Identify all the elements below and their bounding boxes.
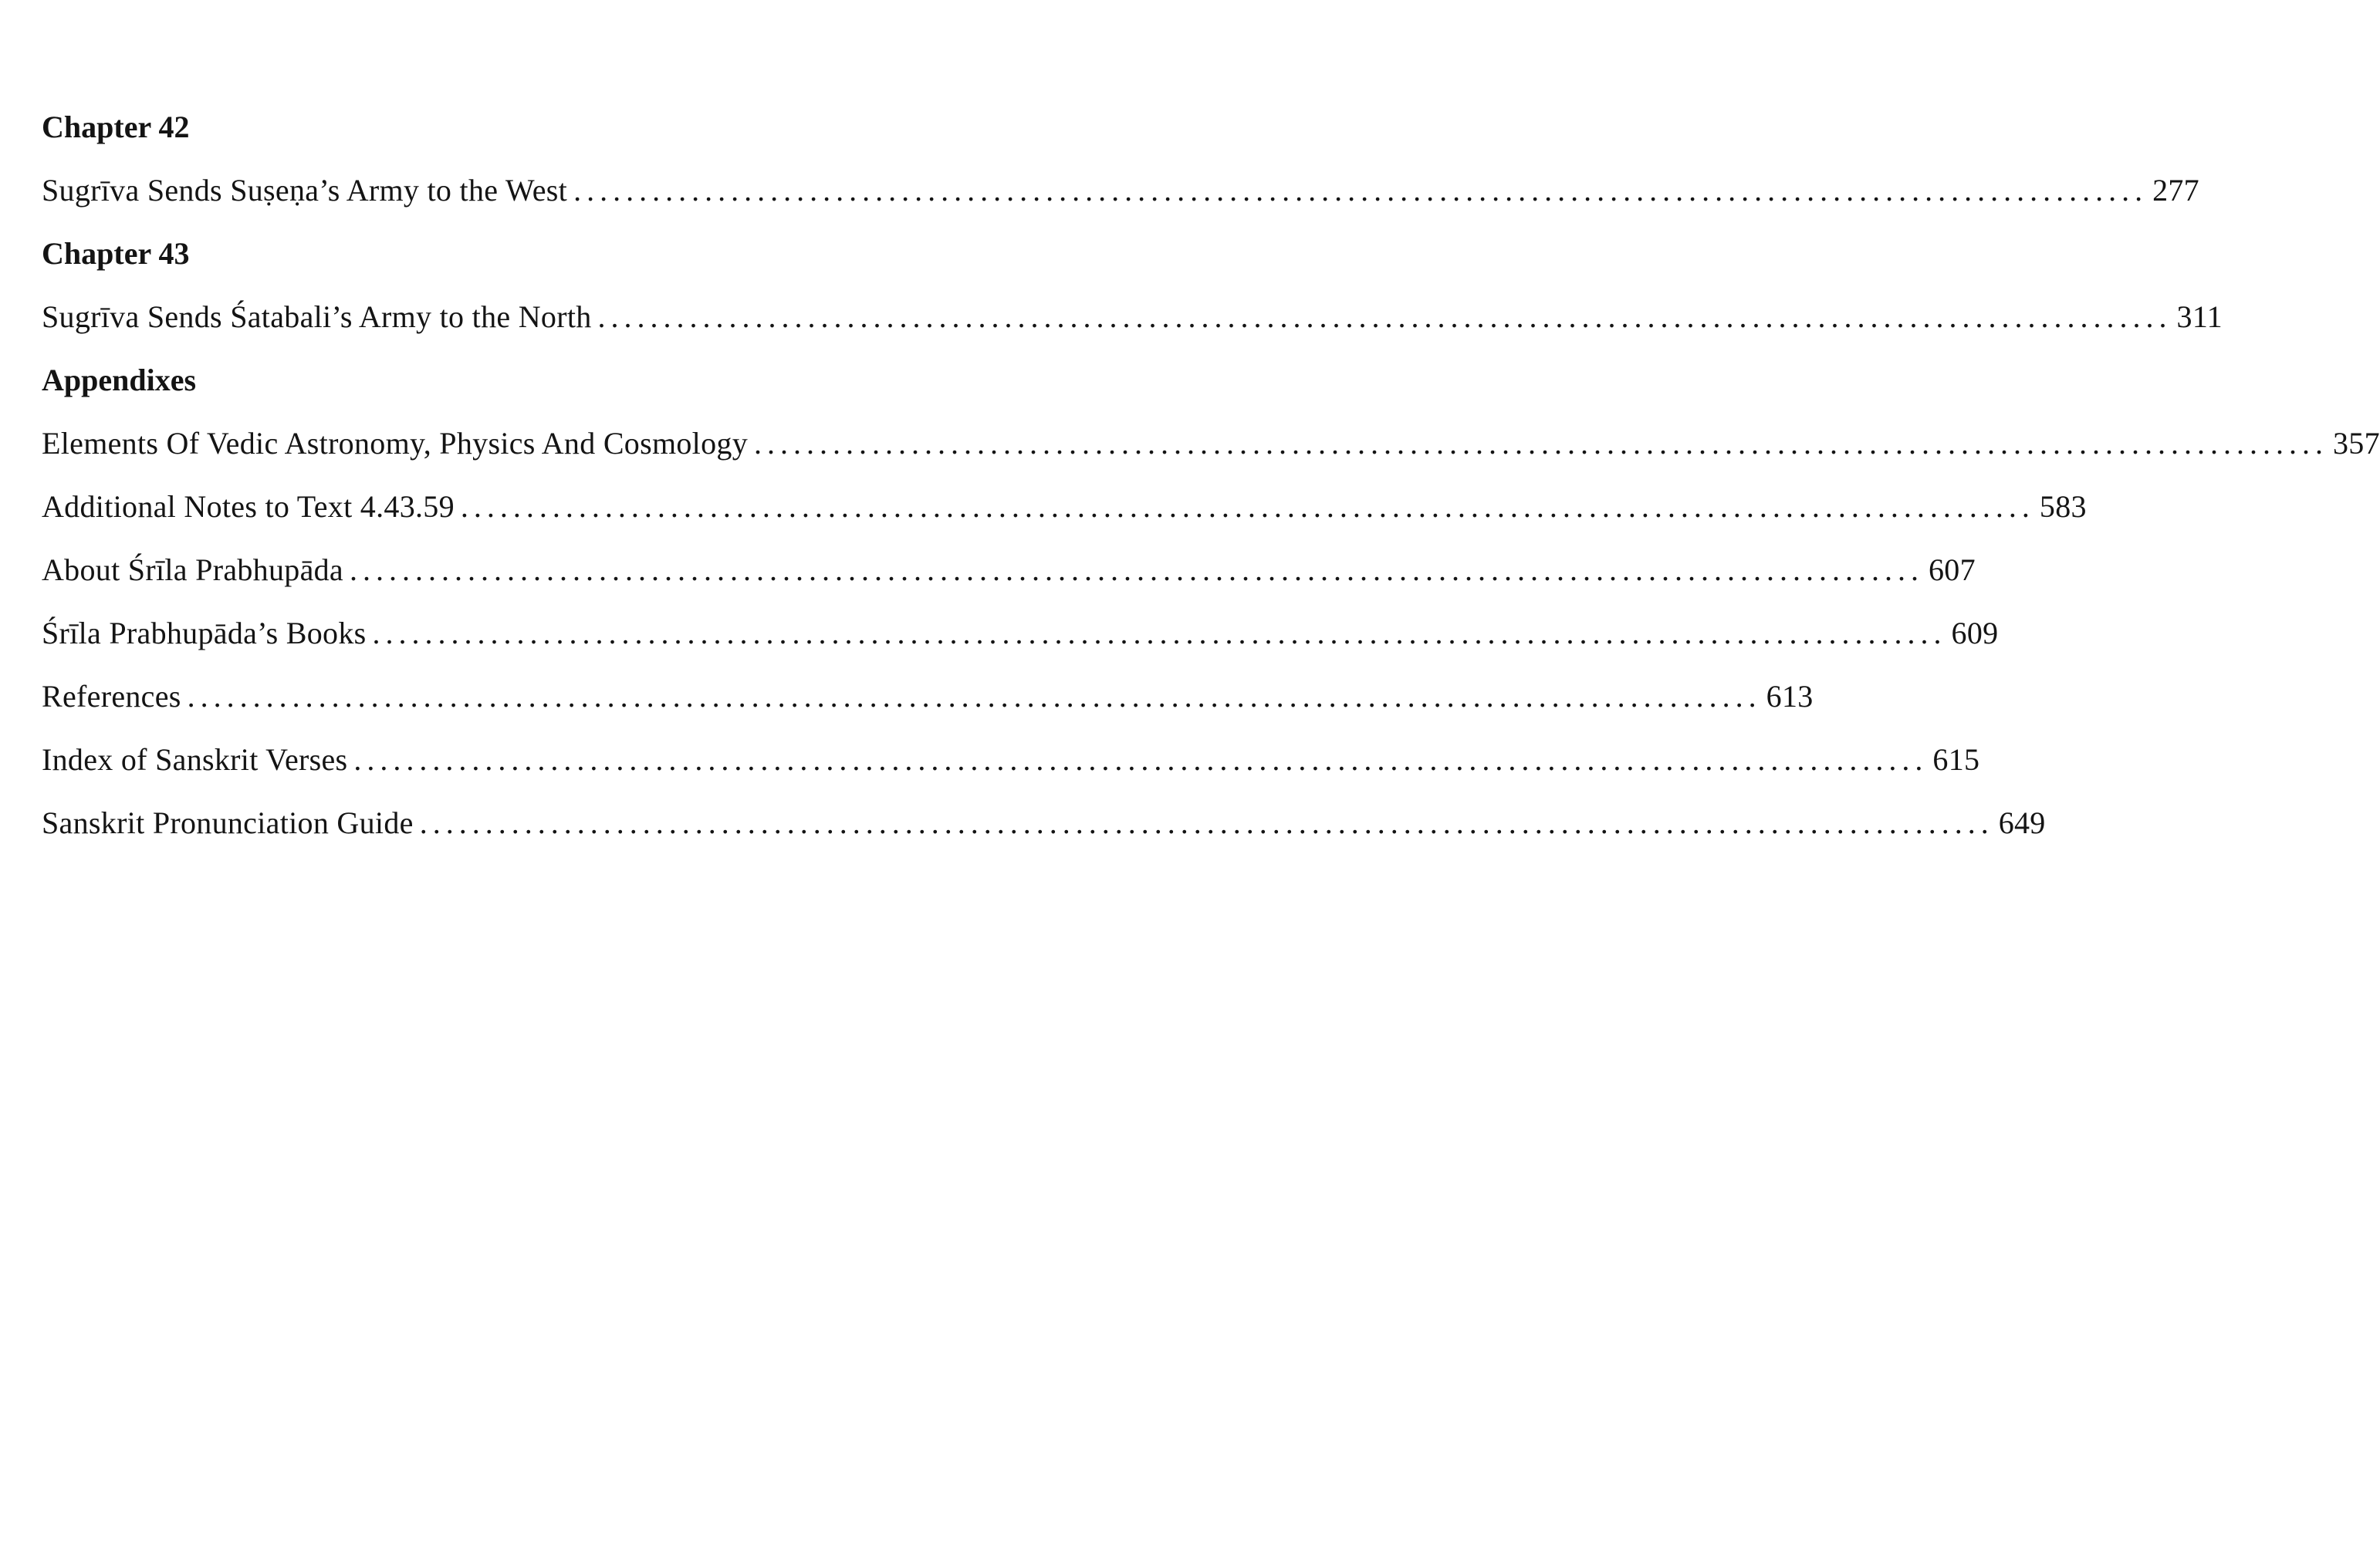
toc-entry[interactable] [42,426,2380,489]
toc-page-number: 277 [2152,173,2199,208]
toc-entry-title: Elements Of Vedic Astronomy, Physics And Cosmology [42,426,748,461]
toc-entry-title: Index of Sanskrit Verses [42,742,348,777]
dot-leader: ........................................................................................................................ [353,742,1929,777]
toc-entry-title: Śrīla Prabhupāda’s Books [42,616,367,650]
dot-leader: ........................................................................................................................ [597,299,2172,334]
toc-page-number: 607 [1928,552,1976,587]
toc-entry[interactable] [42,679,1814,742]
toc-entry[interactable] [42,742,1980,805]
toc-entry[interactable] [42,552,1976,616]
dot-leader: ........................................................................................................................ [372,616,1947,650]
dot-leader: ........................................................................................................................ [460,489,2035,524]
toc-heading-chapter-42: Chapter 42 [42,110,190,144]
toc-page-number: 357 [2333,426,2380,461]
toc-entry-title: Sugrīva Sends Śatabali’s Army to the North [42,299,592,334]
toc-entry[interactable] [42,489,2087,552]
toc-entry-title: References [42,679,181,714]
toc-entry[interactable] [42,805,2046,869]
toc-page-number: 649 [1998,805,2046,840]
toc-page-number: 609 [1951,616,1999,650]
toc-page-number: 615 [1932,742,1980,777]
toc-page-number: 613 [1766,679,1814,714]
toc-entry[interactable] [42,299,2223,363]
dot-leader: ........................................................................................................................ [419,805,1994,840]
dot-leader: ........................................................................................................................ [187,679,1762,714]
toc-entry-title: Sanskrit Pronunciation Guide [42,805,414,840]
toc-entry[interactable] [42,173,2199,236]
toc-heading-appendixes: Appendixes [42,363,197,397]
dot-leader: ........................................................................................................................ [754,426,2328,461]
toc-page-number: 311 [2176,299,2223,334]
toc-entry-title: Sugrīva Sends Suṣeṇa’s Army to the West [42,173,568,208]
toc-entry-title: Additional Notes to Text 4.43.59 [42,489,455,524]
dot-leader: ........................................................................................................................ [573,173,2148,208]
dot-leader: ........................................................................................................................ [349,552,1924,587]
toc-entry-title: About Śrīla Prabhupāda [42,552,343,587]
table-of-contents [42,110,2380,869]
toc-entry[interactable] [42,616,1999,679]
toc-heading-chapter-43: Chapter 43 [42,236,190,271]
toc-page-number: 583 [2039,489,2087,524]
